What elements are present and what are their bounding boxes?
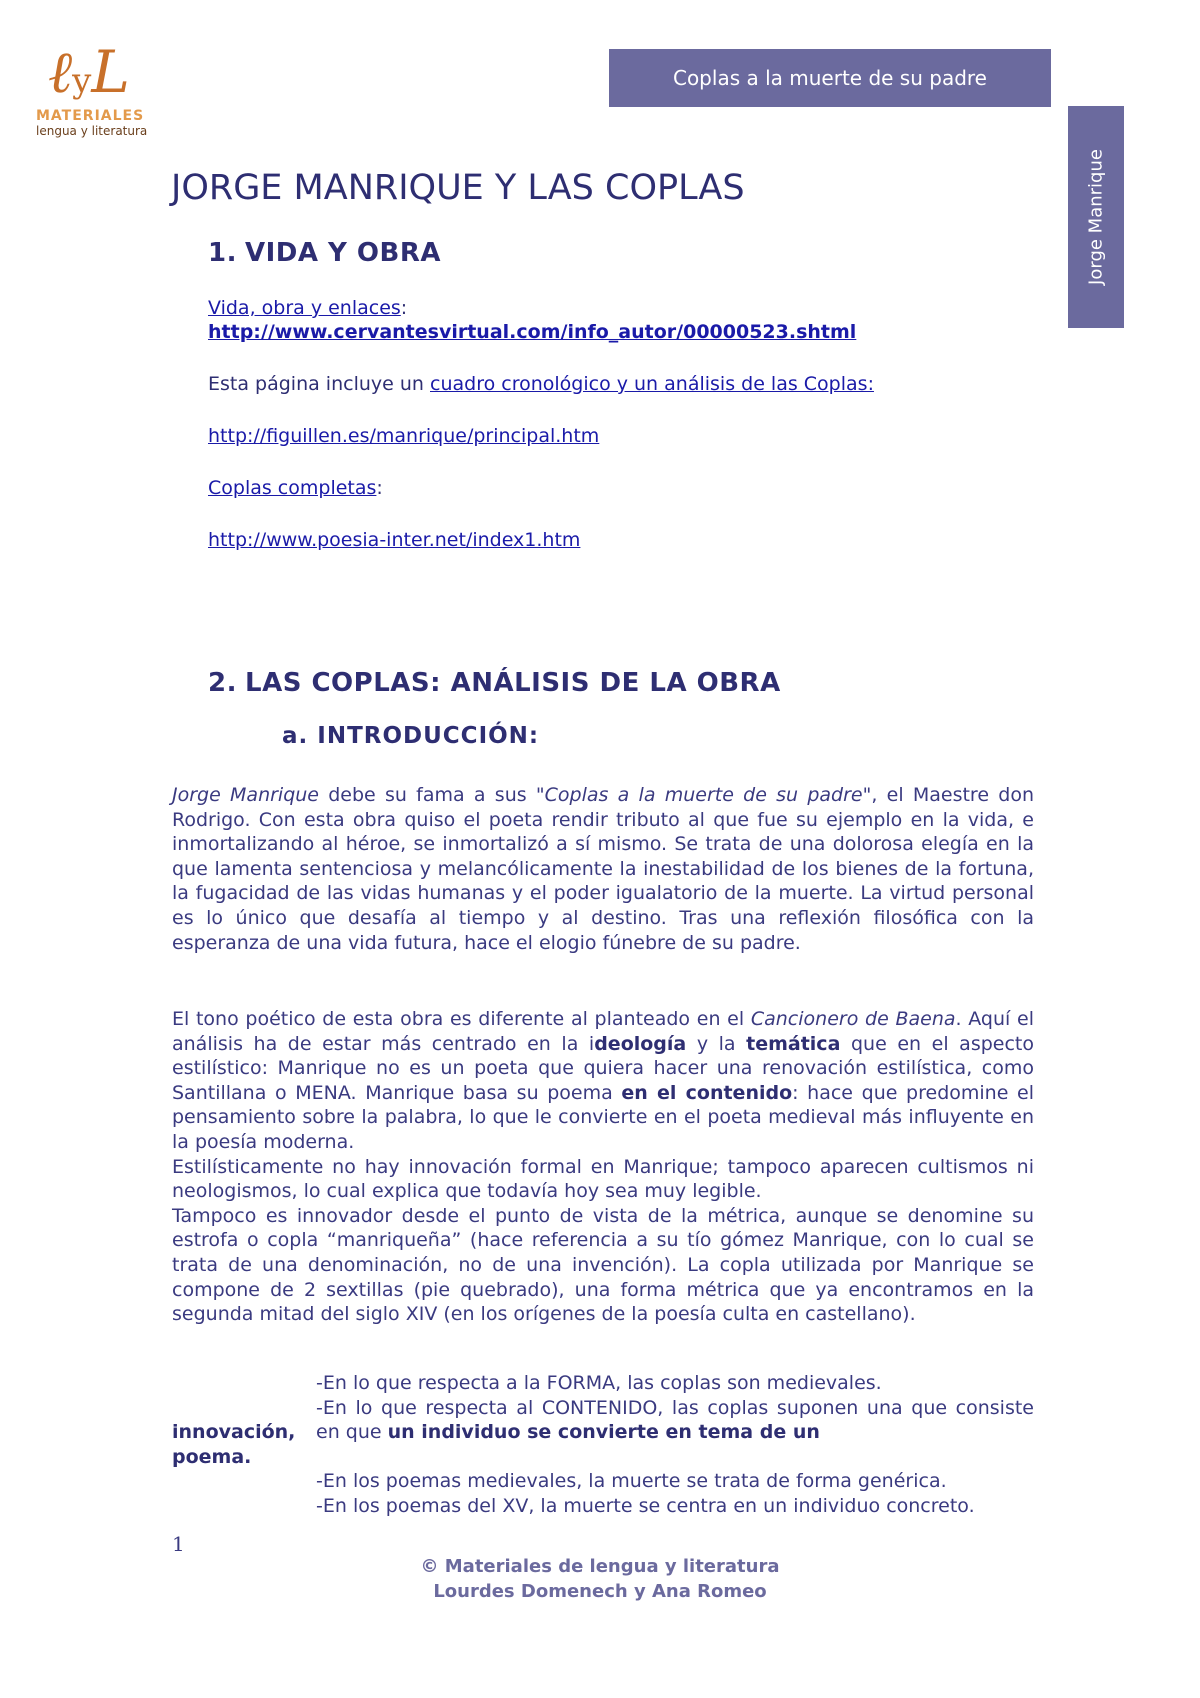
link-vida-obra[interactable]: Vida, obra y enlaces bbox=[208, 297, 401, 319]
logo bbox=[34, 36, 164, 146]
contenido-list bbox=[172, 1371, 1034, 1519]
header-title: Coplas a la muerte de su padre bbox=[672, 66, 987, 90]
section-heading-coplas: 2. LAS COPLAS: ANÁLISIS DE LA OBRA bbox=[208, 668, 781, 698]
header-title-box bbox=[609, 49, 1051, 107]
paragraph-3: Estilísticamente no hay innovación formal en Manrique; tampoco aparecen cultismos ni neologismos, lo cual explica que todavía hoy sea muy legible. bbox=[172, 1155, 1034, 1203]
desc-line: Esta página incluye un cuadro cronológico y un análisis de las Coplas: bbox=[208, 373, 874, 395]
footer-authors: Lourdes Domenech y Ana Romeo bbox=[433, 1581, 767, 1602]
link1-url-line bbox=[208, 320, 1028, 344]
section1-links bbox=[208, 296, 1028, 552]
link-cervantes[interactable]: http://www.cervantesvirtual.com/info_autor/00000523.shtml bbox=[208, 321, 857, 343]
paragraph-2: El tono poético de esta obra es diferente al planteado en el Cancionero de Baena. Aquí el análisis ha de estar más centrado en la ideología y la temática que en el aspecto estilístico: Manrique no es un poeta que quiera hacer una renovación estilística, como Santillana o MENA. Manrique basa su poema en el contenido: hace que predomine el pensamiento sobre la palabra, lo que le convierte en el poeta medieval más influyente en la poesía moderna. bbox=[172, 1008, 1034, 1153]
footer bbox=[0, 1554, 1200, 1604]
paragraph-4: Tampoco es innovador desde el punto de vista de la métrica, aunque se denomine su estrofa o copla “manriqueña” (hace referencia a su tío gómez Manrique, con lo cual se trata de una denominación, no de una invención). La copla utilizada por Manrique se compone de 2 sextillas (pie quebrado), una forma métrica que ya encontramos en la segunda mitad del siglo XIV (en los orígenes de la poesía culta en castellano). bbox=[172, 1204, 1034, 1326]
link-figuillen[interactable]: http://figuillen.es/manrique/principal.htm bbox=[208, 425, 600, 447]
link1-line: Vida, obra y enlaces: bbox=[208, 297, 408, 319]
list-item: -En lo que respecta a la FORMA, las coplas son medievales. bbox=[316, 1372, 882, 1394]
logo-mark: ℓyL bbox=[48, 38, 130, 106]
link2-line bbox=[208, 424, 1028, 448]
list-item: innovación, poema. -En lo que respecta al CONTENIDO, las coplas suponen una que consiste en que un individuo se convierte en tema de un bbox=[172, 1396, 1034, 1468]
paragraph-2-block bbox=[172, 1007, 1034, 1327]
link4-line bbox=[208, 528, 1028, 552]
link-poesia-inter[interactable]: http://www.poesia-inter.net/index1.htm bbox=[208, 529, 581, 551]
list-item: -En los poemas medievales, la muerte se trata de forma genérica. bbox=[316, 1470, 947, 1493]
paragraph-1: Jorge Manrique debe su fama a sus "Coplas a la muerte de su padre", el Maestre don Rodrigo. Con esta obra quiso el poeta rendir tributo al que fue su ejemplo en la vida, e inmortalizando al héroe, se inmortalizó a sí mismo. Se trata de una dolorosa elegía en la que lamenta sentenciosa y melancólicamente la inestabilidad de los bienes de la fortuna, la fugacidad de las vidas humanas y el poder igualatorio de la muerte. La virtud personal es lo único que desafía al tiempo y al destino. Tras una reflexión filosófica con la esperanza de una vida futura, hace el elogio fúnebre de su padre. bbox=[172, 784, 1034, 954]
link-coplas-completas[interactable]: Coplas completas bbox=[208, 477, 377, 499]
link3-line: Coplas completas: bbox=[208, 477, 383, 499]
list-item: -En los poemas del XV, la muerte se centra en un individuo concreto. bbox=[316, 1494, 975, 1517]
section-heading-vida-obra: 1. VIDA Y OBRA bbox=[208, 238, 441, 268]
subsection-heading-introduccion: a. INTRODUCCIÓN: bbox=[282, 723, 540, 749]
side-tab-label: Jorge Manrique bbox=[1085, 149, 1107, 285]
logo-materiales: MATERIALES bbox=[36, 108, 145, 124]
link-cuadro[interactable]: cuadro cronológico y un análisis de las Coplas: bbox=[430, 373, 874, 395]
page-title: JORGE MANRIQUE Y LAS COPLAS bbox=[171, 168, 745, 208]
side-tab bbox=[1068, 106, 1124, 328]
footer-copyright: © Materiales de lengua y literatura bbox=[420, 1556, 780, 1577]
page-number: 1 bbox=[172, 1532, 185, 1556]
logo-subtitle: lengua y literatura bbox=[36, 124, 148, 138]
